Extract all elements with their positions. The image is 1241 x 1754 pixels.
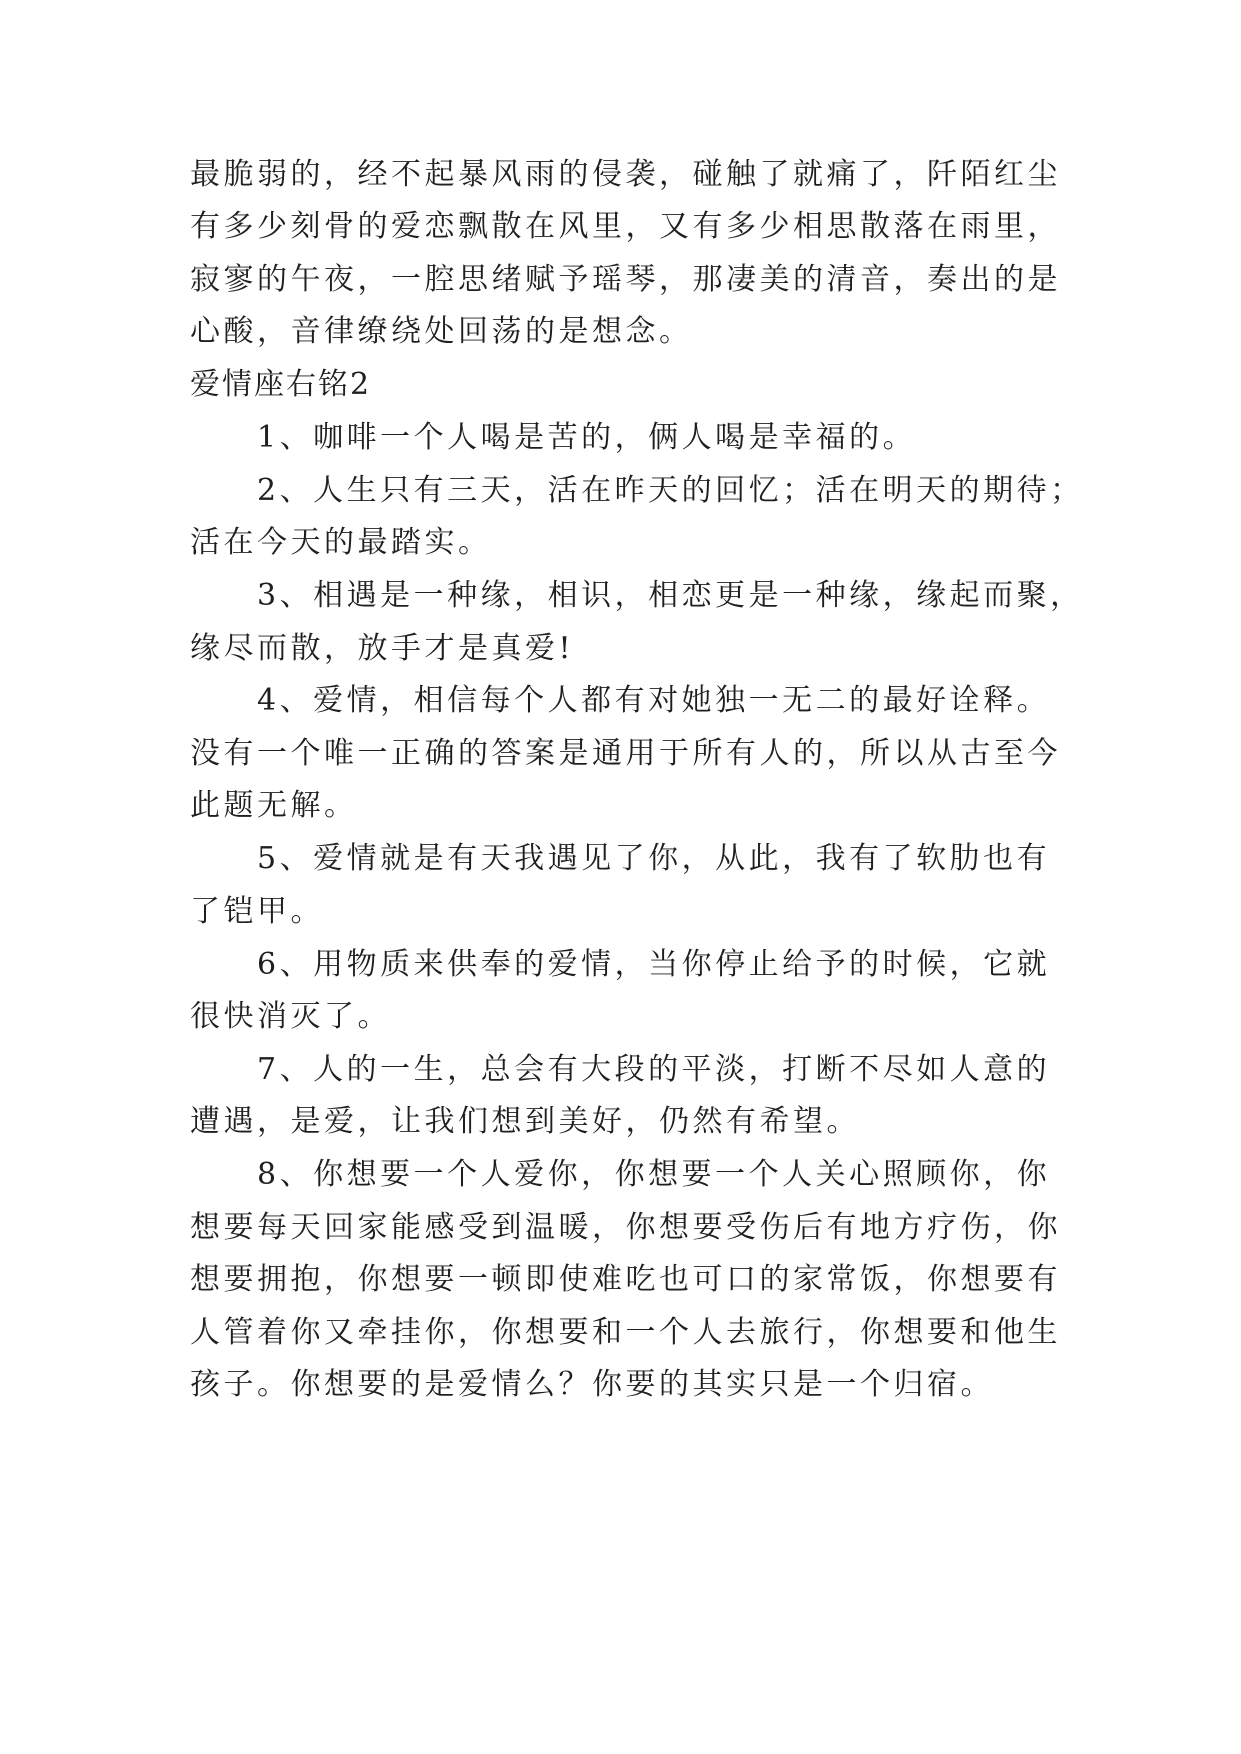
item-1-line: 1、咖啡一个人喝是苦的，俩人喝是幸福的。: [190, 420, 917, 455]
item-3-line: 3、相遇是一种缘，相识，相恋更是一种缘，缘起而聚，: [190, 578, 1084, 613]
item-8-line: 8、你想要一个人爱你，你想要一个人关心照顾你，你: [190, 1157, 1051, 1192]
item-2-line: 2、人生只有三天，活在昨天的回忆；活在明天的期待；: [190, 473, 1084, 508]
intro-line: 寂寥的午夜，一腔思绪赋予瑶琴，那凄美的清音，奏出的是: [190, 262, 1061, 297]
intro-line: 心酸，音律缭绕处回荡的是想念。: [190, 314, 693, 349]
item-6-line: 6、用物质来供奉的爱情，当你停止给予的时候，它就: [190, 947, 1051, 982]
item-8-line: 孩子。你想要的是爱情么？你要的其实只是一个归宿。: [190, 1367, 994, 1402]
intro-line: 最脆弱的，经不起暴风雨的侵袭，碰触了就痛了，阡陌红尘: [190, 157, 1061, 192]
item-8-line: 想要拥抱，你想要一顿即使难吃也可口的家常饭，你想要有: [190, 1262, 1061, 1297]
item-5-line: 了铠甲。: [190, 894, 324, 929]
item-4-line: 此题无解。: [190, 788, 358, 823]
item-7-line: 遭遇，是爱，让我们想到美好，仍然有希望。: [190, 1104, 860, 1139]
item-8-line: 想要每天回家能感受到温暖，你想要受伤后有地方疗伤，你: [190, 1210, 1061, 1245]
item-6-line: 很快消灭了。: [190, 999, 391, 1034]
item-5-line: 5、爱情就是有天我遇见了你，从此，我有了软肋也有: [190, 841, 1051, 876]
item-7-line: 7、人的一生，总会有大段的平淡，打断不尽如人意的: [190, 1052, 1051, 1087]
item-4-line: 没有一个唯一正确的答案是通用于所有人的，所以从古至今: [190, 736, 1061, 771]
intro-line: 有多少刻骨的爱恋飘散在风里，又有多少相思散落在雨里，: [190, 209, 1061, 244]
item-3-line: 缘尽而散，放手才是真爱!: [190, 631, 575, 666]
item-8-line: 人管着你又牵挂你，你想要和一个人去旅行，你想要和他生: [190, 1315, 1061, 1350]
item-4-line: 4、爱情，相信每个人都有对她独一无二的最好诠释。: [190, 683, 1051, 718]
section-heading: 爱情座右铭2: [190, 367, 372, 402]
item-2-line: 活在今天的最踏实。: [190, 525, 492, 560]
